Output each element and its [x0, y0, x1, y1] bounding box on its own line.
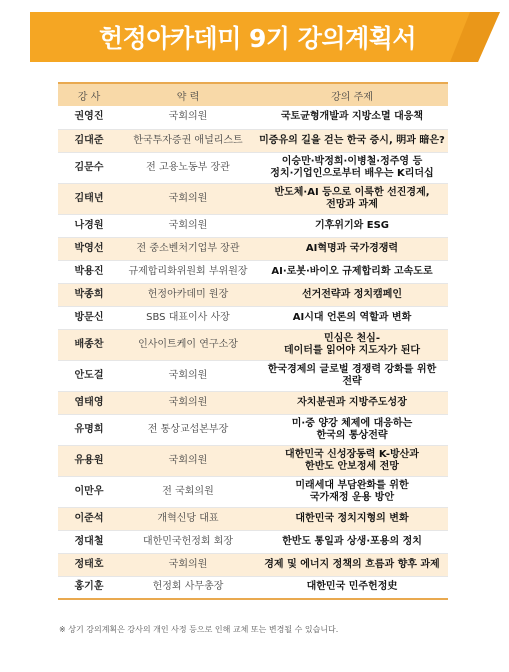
instructor-career: 전 고용노동부 장관: [120, 152, 256, 183]
lecture-topic-line: 대한민국 정치지형의 변화: [295, 512, 409, 524]
lecture-topic: [256, 391, 448, 414]
instructor-name: 유용원: [58, 445, 120, 476]
lecture-topic-line: 정치·기업인으로부터 배우는 K리더십: [270, 167, 434, 179]
lecture-topic-line: 대한민국 민주헌정史: [306, 581, 398, 593]
lecture-topic-line: 한반도 안보정세 전망: [305, 460, 399, 472]
lecture-topic: [256, 360, 448, 391]
instructor-career: 전 중소벤처기업부 장관: [120, 237, 256, 260]
lecture-topic: [256, 553, 448, 576]
instructor-career: 전 국회의원: [120, 476, 256, 507]
table-row: [58, 260, 448, 283]
instructor-name: 박용진: [58, 260, 120, 283]
table-row: [58, 106, 448, 129]
lecture-topic: [256, 476, 448, 507]
lecture-schedule-table: [58, 82, 448, 600]
header-topic: 강의 주제: [256, 83, 448, 106]
lecture-topic: [256, 414, 448, 445]
lecture-topic: [256, 237, 448, 260]
instructor-name: 이만우: [58, 476, 120, 507]
instructor-name: 안도걸: [58, 360, 120, 391]
header-career: 약 력: [120, 83, 256, 106]
page-title: 헌정아카데미 9기 강의계획서: [98, 24, 417, 53]
lecture-topic: [256, 576, 448, 599]
lecture-topic: [256, 106, 448, 129]
lecture-topic: [256, 306, 448, 329]
lecture-topic-line: 미·중 양강 체제에 대응하는: [291, 417, 413, 429]
lecture-topic: [256, 507, 448, 530]
instructor-career: 규제합리화위원회 부위원장: [120, 260, 256, 283]
lecture-topic-line: AI혁명과 국가경쟁력: [305, 242, 399, 254]
lecture-topic: [256, 214, 448, 237]
lecture-topic-line: AI시대 언론의 역할과 변화: [292, 311, 412, 323]
table-row: [58, 507, 448, 530]
instructor-career: 대한민국헌정회 회장: [120, 530, 256, 553]
instructor-career: 한국투자증권 애널리스트: [120, 129, 256, 152]
instructor-career: 국회의원: [120, 553, 256, 576]
lecture-topic-line: 국가재정 운용 방안: [309, 491, 395, 503]
lecture-topic-line: 반도체·AI 등으로 이룩한 선진경제,: [274, 186, 430, 198]
lecture-topic-line: 경제 및 에너지 정책의 흐름과 향후 과제: [264, 558, 440, 570]
instructor-career: 헌정회 사무총장: [120, 576, 256, 599]
table-row: [58, 214, 448, 237]
footnote: ※ 상기 강의계획은 강사의 개인 사정 등으로 인해 교체 또는 변경될 수 있습니다.: [59, 625, 339, 634]
lecture-topic-line: AI·로봇·바이오 규제합리화 고속도로: [271, 265, 433, 277]
table-row: [58, 553, 448, 576]
instructor-name: 박영선: [58, 237, 120, 260]
table-row: [58, 445, 448, 476]
instructor-name: 방문신: [58, 306, 120, 329]
lecture-topic-line: 자치분권과 지방주도성장: [297, 396, 407, 408]
lecture-topic-line: 한반도 통일과 상생·포용의 정치: [282, 535, 422, 547]
lecture-topic-line: 데이터를 읽어야 지도자가 된다: [283, 344, 421, 356]
table-header-row: [58, 83, 448, 106]
instructor-career: 전 통상교섭본부장: [120, 414, 256, 445]
lecture-topic: [256, 283, 448, 306]
table-body: [58, 106, 448, 599]
instructor-name: 배종찬: [58, 329, 120, 360]
lecture-topic: [256, 129, 448, 152]
table-row: [58, 183, 448, 214]
lecture-topic: [256, 530, 448, 553]
lecture-topic-line: 전망과 과제: [326, 198, 378, 210]
lecture-topic-line: 민심은 천심-: [324, 332, 380, 344]
lecture-topic-line: 한국의 통상전략: [316, 429, 388, 441]
instructor-career: 국회의원: [120, 214, 256, 237]
lecture-topic-line: 이승만·박정희·이병철·정주영 등: [281, 155, 423, 167]
table-row: [58, 360, 448, 391]
instructor-career: 국회의원: [120, 106, 256, 129]
title-banner: [30, 12, 500, 62]
lecture-topic: [256, 260, 448, 283]
instructor-career: 개혁신당 대표: [120, 507, 256, 530]
instructor-career: 헌정아카데미 원장: [120, 283, 256, 306]
lecture-topic-line: 국토균형개발과 지방소멸 대응책: [280, 111, 424, 123]
instructor-name: 정대철: [58, 530, 120, 553]
table-row: [58, 237, 448, 260]
lecture-topic-line: 한국경제의 글로벌 경쟁력 강화를 위한: [267, 363, 437, 375]
lecture-topic: [256, 329, 448, 360]
lecture-topic-line: 미증유의 길을 걷는 한국 증시, 明과 暗은?: [259, 134, 445, 146]
instructor-name: 염태영: [58, 391, 120, 414]
lecture-topic-line: 미래세대 부담완화를 위한: [295, 479, 409, 491]
instructor-name: 유명희: [58, 414, 120, 445]
table-row: [58, 152, 448, 183]
instructor-career: 국회의원: [120, 445, 256, 476]
instructor-career: 국회의원: [120, 360, 256, 391]
table-row: [58, 329, 448, 360]
header-instructor: 강 사: [58, 83, 120, 106]
instructor-career: 인사이트케이 연구소장: [120, 329, 256, 360]
instructor-name: 박종희: [58, 283, 120, 306]
lecture-topic: [256, 445, 448, 476]
instructor-career: SBS 대표이사 사장: [120, 306, 256, 329]
table-row: [58, 306, 448, 329]
table-row: [58, 129, 448, 152]
lecture-topic-line: 기후위기와 ESG: [314, 219, 390, 231]
table-row: [58, 476, 448, 507]
lecture-topic-line: 대한민국 신성장동력 K-방산과: [285, 448, 419, 460]
instructor-name: 정태호: [58, 553, 120, 576]
instructor-name: 김태년: [58, 183, 120, 214]
instructor-career: 국회의원: [120, 183, 256, 214]
lecture-topic: [256, 152, 448, 183]
instructor-career: 국회의원: [120, 391, 256, 414]
table-row: [58, 283, 448, 306]
lecture-topic-line: 전략: [342, 375, 362, 387]
instructor-name: 홍기훈: [58, 576, 120, 599]
lecture-topic: [256, 183, 448, 214]
table-row: [58, 391, 448, 414]
instructor-name: 이준석: [58, 507, 120, 530]
instructor-name: 김문수: [58, 152, 120, 183]
instructor-name: 나경원: [58, 214, 120, 237]
instructor-name: 권영진: [58, 106, 120, 129]
instructor-name: 김대준: [58, 129, 120, 152]
table-row: [58, 530, 448, 553]
table-row: [58, 576, 448, 599]
lecture-topic-line: 선거전략과 정치캠페인: [301, 288, 403, 300]
table-row: [58, 414, 448, 445]
